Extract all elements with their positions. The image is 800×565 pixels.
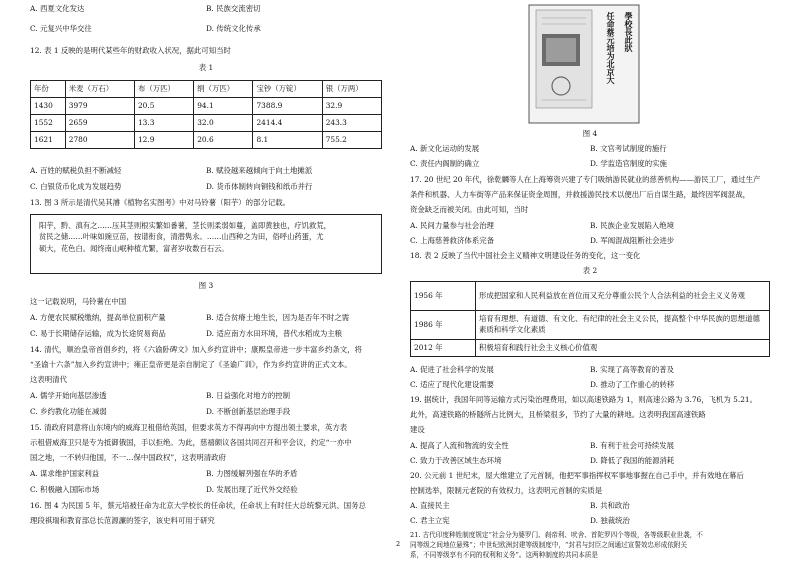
page-number: 2 <box>396 540 401 548</box>
q17-option-c: C. 上海慈善救济体系完备 <box>410 236 494 245</box>
table-cell: 积极培育和践行社会主义核心价值观 <box>476 340 770 357</box>
certificate-text-line: 學校長此狀 <box>624 12 634 52</box>
q17-line: 17. 20 世纪 20 年代，徐乾麟等人在上海筹资兴建了专门吸纳游民就业的慈善机构——游民工厂，通过生产 <box>410 175 761 184</box>
table-row <box>411 282 770 311</box>
table-cell: 94.1 <box>194 98 253 115</box>
table1-header-cell: 布（万匹） <box>134 81 193 98</box>
q19-option-a: A. 提高了人流和物流的安全性 <box>410 441 509 450</box>
q13-tail: 这一记载说明，马铃薯在中国 <box>30 297 127 306</box>
table1-header <box>31 81 382 98</box>
table-cell: 12.9 <box>134 132 193 149</box>
q17-option-a: A. 民间力量参与社会治理 <box>410 221 494 230</box>
q17-options-row2 <box>410 236 770 245</box>
q18-stem: 18. 表 2 反映了当代中国社会主义精神文明建设任务的变化，这一变化 <box>410 251 641 260</box>
table-cell: 8.1 <box>253 132 322 149</box>
q18-option-c: C. 适应了现代化建设需要 <box>410 380 494 389</box>
q15-option-b: B. 力图缓解列强在华的矛盾 <box>206 469 298 478</box>
q16-line: 理段祺瑞和教育部总长范源濂的签字，该史料可用于研究 <box>30 516 215 525</box>
q12-option-d: D. 货币体制转向铜钱和纸币并行 <box>206 182 313 191</box>
q19-option-c: C. 致力于改善区域生态环境 <box>410 456 502 465</box>
table-row <box>411 340 770 357</box>
quote-box <box>30 214 382 274</box>
table-cell: 13.3 <box>134 115 193 132</box>
q16-options-row2 <box>410 159 770 168</box>
q17-line: 条件和机器、人力车街等产品来保证资金周围，并救援游民技术以便出厂后自谋生路，最终因军阀混战， <box>410 190 750 199</box>
quote-line: 贫民之储……叶味如豌豆苗，按谱衔食，清潜隽永。……山西种之为田，俗呼山药蛋，尤 <box>39 232 324 242</box>
q14-option-a: A. 儒学开始向基层渗透 <box>30 391 107 400</box>
table-cell: 形成把国家和人民利益放在首位而又充分尊重公民个人合法利益的社会主义义务观 <box>476 282 770 311</box>
table-row <box>411 311 770 340</box>
q20-options-row2 <box>410 516 770 525</box>
table-cell: 培育有理想、有道德、有文化、有纪律的社会主义公民，提高整个中华民族的思想道德素质和科学文化素质 <box>476 311 770 340</box>
table1-header-cell: 绢（万匹） <box>194 81 253 98</box>
q12-option-c: C. 白银货币化成为发展趋势 <box>30 182 122 191</box>
q15-line: 示租借威海卫只是专为抵御俄国，手以拒绝。为此，慈禧颇议各国共同召开和平会议，约定“一亦中 <box>30 438 352 447</box>
table-cell: 1552 <box>31 115 66 132</box>
q20-line: 20. 公元前 1 世纪末，屋大维建立了元首制，他把军事指挥权军事地事握在自己手中，并有效地在幕后 <box>410 471 744 480</box>
q18-option-d: D. 推动了工作重心的转移 <box>590 380 675 389</box>
q17-option-b: B. 民族企业发展陷入绝境 <box>590 221 675 230</box>
q12-stem: 12. 表 1 反映的是明代某些年的财政收入状况，据此可知当时 <box>30 46 231 55</box>
table-row <box>31 115 382 132</box>
q19-options-row2 <box>410 456 770 465</box>
figure3-caption: 图 3 <box>198 281 214 290</box>
table-cell: 2012 年 <box>411 340 476 357</box>
table-cell: 20.5 <box>134 98 193 115</box>
table1-header-cell: 银（万两） <box>322 81 381 98</box>
q19-option-d: D. 降低了我国的能源消耗 <box>590 456 675 465</box>
q12-options-row2 <box>30 182 382 191</box>
table-cell: 32.0 <box>194 115 253 132</box>
q13-options-row2 <box>30 329 382 338</box>
q21-line: 系，不同等级享有不同的权利和义务”。这两种制度的共同本质是 <box>410 551 598 559</box>
q15-options-row1 <box>30 469 382 478</box>
q18-options-row1 <box>410 365 770 374</box>
q14-option-d: D. 不断创新基层治理手段 <box>206 407 291 416</box>
table-cell: 1956 年 <box>411 282 476 311</box>
q16-option-a: A. 新文化运动的发展 <box>410 144 480 153</box>
q16-options-row1 <box>410 144 770 153</box>
table-cell: 32.9 <box>322 98 381 115</box>
certificate-text-line: 任命蔡元培为北京大 <box>606 12 616 84</box>
q20-option-c: C. 君主立宪 <box>410 516 450 525</box>
table-cell: 7388.9 <box>253 98 322 115</box>
table-cell: 755.2 <box>322 132 381 149</box>
q11-options-row2 <box>30 24 382 33</box>
q16-line: 16. 图 4 为民国 5 年，蔡元培被任命为北京大学校长的任命状，任命状上有时任大总统黎元洪、国务总 <box>30 501 366 510</box>
q17-line: 资金缺乏而被关闭。由此可知，当时 <box>410 205 529 214</box>
figure4-caption: 图 4 <box>582 129 598 138</box>
table-cell: 2780 <box>65 132 134 149</box>
q19-line: 建设 <box>410 425 425 434</box>
q11-option-d: D. 传统文化传承 <box>206 24 261 33</box>
q20-option-b: B. 共和政治 <box>590 501 630 510</box>
table1-header-cell: 米麦（万石） <box>65 81 134 98</box>
table-cell: 20.6 <box>194 132 253 149</box>
q16-option-c: C. 责任内阁制的确立 <box>410 159 480 168</box>
table1-title: 表 1 <box>198 63 214 72</box>
q14-option-c: C. 乡约教化功能在减弱 <box>30 407 107 416</box>
q19-line: 19. 据统计，我国年同等运输方式污染治理费用，如以高速铁路为 1，则高速公路为 3.76，飞机为 5.21。 <box>410 395 758 404</box>
q19-options-row1 <box>410 441 770 450</box>
table1-header-cell: 宝钞（万锭） <box>253 81 322 98</box>
q14-options-row2 <box>30 407 382 416</box>
q13-stem: 13. 图 3 所示是清代吴其濬《植物名实图考》中对马铃薯（阳芋）的部分记载。 <box>30 198 291 207</box>
table2-title: 表 2 <box>582 266 598 275</box>
q15-line: 国之地，一不转归他国，不一…保中国政权”，这表明清政府 <box>30 453 226 462</box>
q16-option-b: B. 文官考试制度的施行 <box>590 144 667 153</box>
appointment-document-image <box>528 4 640 124</box>
table-cell: 1621 <box>31 132 66 149</box>
q11-option-b: B. 民族交流密切 <box>206 4 261 13</box>
q11-options-row1 <box>30 4 382 13</box>
q13-option-d: D. 适应南方水田环境，普代水稻成为主粮 <box>206 329 343 338</box>
table-row <box>31 132 382 149</box>
q14-line: 14. 清代，顺治皇帝首倡乡约，将《六谕卧碑文》加入乡约宣讲中；康熙皇帝进一步丰富乡约条文，将 <box>30 345 362 354</box>
table1-header-cell: 年份 <box>31 81 66 98</box>
q20-options-row1 <box>410 501 770 510</box>
q20-option-a: A. 直接民主 <box>410 501 450 510</box>
quote-line: 阳芋，黔、滇有之……压其茎则根实繁如番薯，茎长则柔弱如蔓，盖即黄独也，疗饥救荒， <box>39 221 331 230</box>
q21-line: 同等级之间地位悬殊”；中世纪欧洲封建等级制度中，“封君与封臣之间通过宣誓效忠形成依附关 <box>410 541 688 549</box>
table-cell: 3979 <box>65 98 134 115</box>
q15-option-d: D. 发展出现了近代外交经验 <box>206 485 298 494</box>
q12-option-a: A. 百姓的赋税负担不断减轻 <box>30 166 122 175</box>
table-cell: 1430 <box>31 98 66 115</box>
q15-option-a: A. 谋求维护国家利益 <box>30 469 100 478</box>
q15-options-row2 <box>30 485 382 494</box>
q13-option-c: C. 易于长期储存运输，成为长途贸易商品 <box>30 329 166 338</box>
q20-line: 控制选举，限制元老院的有效权力，这表明元首制的实质是 <box>410 486 603 495</box>
q11-option-a: A. 西夏文化发达 <box>30 4 85 13</box>
q14-line: 这表明清代 <box>30 375 67 384</box>
q18-options-row2 <box>410 380 770 389</box>
q13-option-b: B. 适合贫瘠土地生长，因为是否年不时之需 <box>206 313 350 322</box>
q20-option-d: D. 独裁统治 <box>590 516 630 525</box>
q17-option-d: D. 军阀混战阻断社会进步 <box>590 236 675 245</box>
table-row <box>31 98 382 115</box>
table1 <box>30 80 382 149</box>
q17-options-row1 <box>410 221 770 230</box>
q19-option-b: B. 有利于社会可持续发展 <box>590 441 675 450</box>
table-cell: 243.3 <box>322 115 381 132</box>
q21-line: 21. 古代印度种姓制度规定“社会分为婆罗门、刹帝利、吠舍、首陀罗四个等级，各等级职业世袭，不 <box>410 531 703 539</box>
table2 <box>410 281 770 357</box>
q18-option-a: A. 促进了社会科学的发展 <box>410 365 494 374</box>
quote-line: 硕大，花色白。闻终南山岷种植尤繁，富者岁收数百石云。 <box>39 243 229 253</box>
q16-option-d: D. 学监造官制度的实施 <box>590 159 667 168</box>
q18-option-b: B. 实现了高等教育的普及 <box>590 365 675 374</box>
q14-line: “圣谕十六条”加入乡约宣讲中；雍正皇帝更是亲自制定了《圣谕广训》，作为乡约宣讲的正式文本。 <box>30 360 352 369</box>
table-cell: 1986 年 <box>411 311 476 340</box>
q12-options-row1 <box>30 166 382 175</box>
q13-options-row1 <box>30 313 382 322</box>
table-cell: 2659 <box>65 115 134 132</box>
q14-options-row1 <box>30 391 382 400</box>
q11-option-c: C. 元复兴中华交往 <box>30 24 92 33</box>
q15-option-c: C. 积极融入国际市场 <box>30 485 100 494</box>
q12-option-b: B. 赋役越来越倾向于向土地摊派 <box>206 166 313 175</box>
q13-option-a: A. 方便农民赋税缴纳，提高单位面积产量 <box>30 313 166 322</box>
q19-line: 此外，高速铁路的桥隧所占比例大，且桥梁很多，节约了大量的耕地。这表明我国高速铁路 <box>410 410 706 419</box>
q15-line: 15. 清政府同意将山东境内的威海卫租借给英国，但要求英方不得再向中方提出领土要求，英方表 <box>30 423 348 432</box>
table-cell: 2414.4 <box>253 115 322 132</box>
q14-option-b: B. 日益强化对地方的控制 <box>206 391 291 400</box>
